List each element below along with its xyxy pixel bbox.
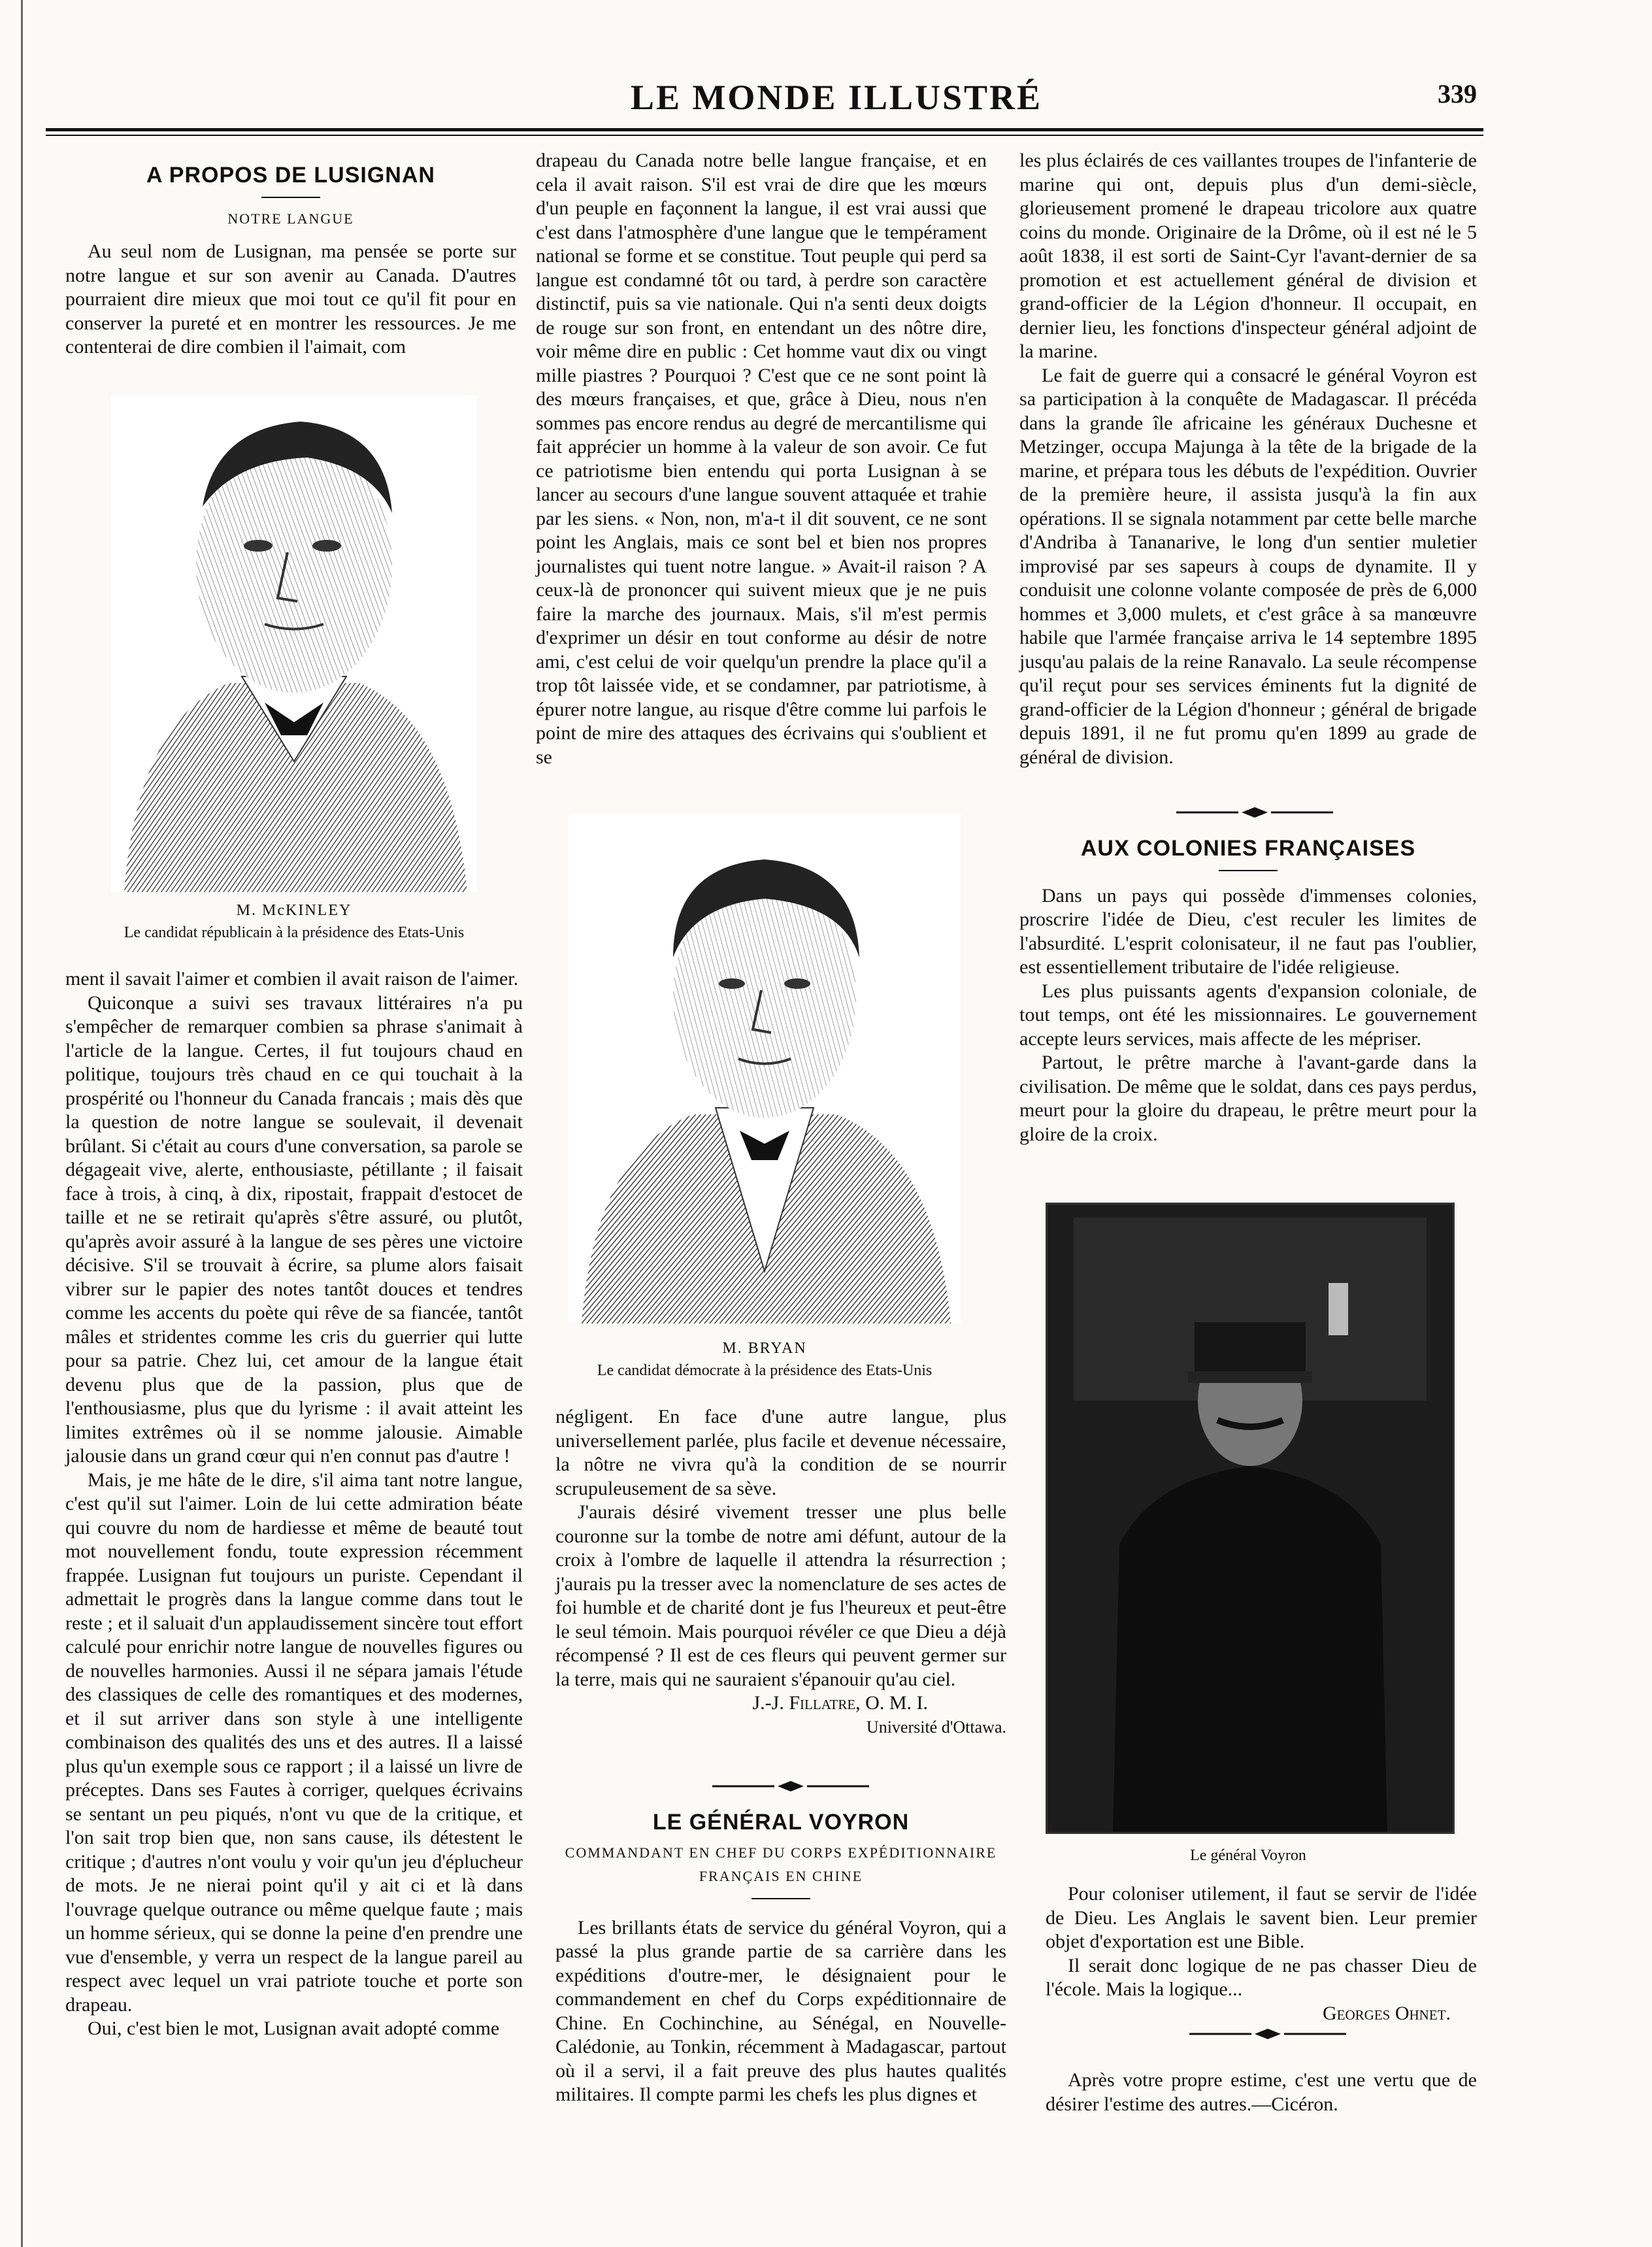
paragraph: Les brillants états de service du général Voyron, qui a passé la plus grande partie de sa carrière dans les expéditions d'outre-mer, le désignaient pour le commandement en chef du Corps expéditionnaire de Chine. En Cochinchine, au Sénégal, en Nouvelle-Calédonie, au Tonkin, récemment à Madagascar, partout où il a servi, il a fait preuve des plus hautes qualités militaires. Il compte parmi les chefs les plus dignes et (555, 1916, 1006, 2105)
paragraph: Au seul nom de Lusignan, ma pensée se porte sur notre langue et sur son avenir au Canada. D'autres pourraient dire mieux que moi tout ce qu'il fit pour en conserver la pureté et en montrer les ressources. Je me contenterai de dire combien il l'aimait, com (65, 241, 516, 358)
paragraph: drapeau du Canada notre belle langue française, et en cela il avait raison. S'il est vrai de dire que les mœurs d'un peuple en façonnent la langue, il est vrai aussi que c'est dans l'atmosphère d'une langue que le tempérament national se forme et se constitue. Tout peuple qui perd sa langue est condamné tôt ou tard, à perdre son caractère distinctif, puis sa vie nationale. Qui n'a senti deux doigts de rouge sur son front, en entendant un des nôtre dire, voir même dire en public : Cet homme vaut dix ou vingt mille piastres ? Pourquoi ? C'est que ce ne sont point là des mœurs françaises, et que, grâce à Dieu, nous n'en sommes pas encore rendus au degré de mercantilisme qui fait apprécier un homme à la valeur de son avoir. Ce fut ce patriotisme bien entendu qui porta Lusignan à se lancer au secours d'une langue souvent attaquée et trahie par les siens. « Non, non, m'a-t il dit souvent, ce ne sont point les Anglais, mais ce sont bel et bien nos propres journalistes qui tuent notre langue. » Avait-il raison ? A ceux-là de prononcer qui suivent mieux que je ne puis faire la marche des journaux. Mais, s'il m'est permis d'exprimer un désir en tout conforme au désir de notre ami, c'est celui de voir quelqu'un prendre la place qu'il a trop tôt laissée vide, et se condamner, par patriotisme, à épurer notre langue, au risque d'être comme lui parfois le point de mire des attaques des écrivains qui s'oublient et se (536, 150, 987, 768)
column-2-voyron (555, 1810, 1006, 2107)
article-title-lusignan: A PROPOS DE LUSIGNAN (146, 163, 435, 188)
article-title-voyron: LE GÉNÉRAL VOYRON (652, 1810, 910, 1835)
caption-voyron: Le général Voyron (1190, 1847, 1306, 1864)
photo-general-voyron (1046, 1203, 1455, 1834)
column-3-quote (1046, 2069, 1477, 2116)
section-ornament (1176, 806, 1333, 819)
column-3-colonies (1019, 837, 1477, 1146)
paragraph: Les plus puissants agents d'expansion coloniale, de tout temps, ont été les missionnaires. Le gouvernement accepte leurs services, mais affecte de les mépriser. (1019, 980, 1477, 1050)
paragraph: Pour coloniser utilement, il faut se servir de l'idée de Dieu. Les Anglais le savent bien. Leur premier objet d'exportation est une Bible. (1046, 1883, 1477, 1952)
article-subtitle: NOTRE LANGUE (227, 210, 354, 227)
column-3-bottom (1046, 1882, 1477, 2025)
page-number: 339 (1438, 79, 1477, 108)
paragraph: Oui, c'est bien le mot, Lusignan avait adopté comme (88, 2018, 500, 2039)
caption-mckinley: Le candidat républicain à la présidence des Etats-Unis (124, 924, 465, 941)
paragraph: Mais, je me hâte de le dire, s'il aima tant notre langue, c'est qu'il sut l'aimer. Loin de lui cette admiration béate qui couvre du nom de hardiesse et même de beauté tout mot nouvellement fondu, toute expression récemment frappée. Lusignan fut toujours un puriste. Cependant il admettait le progrès dans la langue comme dans tout le reste ; et il saluait d'un applaudissement sincère tout effort calculé pour enrichir notre langue de nouvelles figures ou de nouvelles harmonies. Aussi il ne sépara jamais l'étude des classiques de celle des romantiques et des modernes, et il sut arriver dans son style à une intelligente combinaison des qualités des uns et des autres. Il a laissé plus qu'un exemple sous ce rapport ; il a laissé un livre de préceptes. Dans ses Fautes à corriger, quelques écrivains se sentant un peu piqués, n'ont vu que de la critique, et l'on sait trop bien que, non sans cause, ils détestent le critique ; d'autres n'ont voulu y voir qu'un jeu d'éplucheur de mots. Je ne nierai point qu'il y ait ci et là dans l'ouvrage quelque outrance ou même quelque faute ; mais un homme sérieux, qui se donne la peine d'en prendre une vue d'ensemble, y verra un respect de la langue pareil au respect avec lequel un vrai patriote touche et porte son drapeau. (65, 1469, 523, 2016)
article-subtitle-voyron: COMMANDANT EN CHEF DU CORPS EXPÉDITIONNAIRE (565, 1844, 997, 1861)
paragraph: Il serait donc logique de ne pas chasser Dieu de l'école. Mais la logique... (1046, 1954, 1477, 2000)
paragraph: Quiconque a suivi ses travaux littéraires n'a pu s'empêcher de remarquer combien sa phrase s'animait à l'article de la langue. Certes, il fut toujours chaud en politique, toujours très chaud en ce qui touchait à la prospérité ou l'honneur du Canada francais ; mais dès que la question de notre langue se soulevait, il devenait brûlant. Si c'était au cours d'une conversation, sa parole se dégageait vive, alerte, enthousiaste, pétillante ; il faisait face à trois, à cinq, à dix, ripostait, frappait d'estocet de taille et ne se retirait qu'après s'être assuré, ou plutôt, qu'après avoir assuré à la langue de ses pères une victoire décisive. S'il se trouvait à écrire, sa plume alors faisait vibrer sur le papier des notes tantôt douces et tendres comme les accents du poète qui rêve de sa fiancée, tantôt mâles et stridentes comme les cris du guerrier qui lutte pour sa patrie. Chez lui, cet amour de la langue était devenu plus que de la passion, plus que de l'enthousiasme, plus que du lyrisme : il avait atteint les limites extrêmes où il se nomme jalousie. Aimable jalousie dans un grand cœur qui n'en connut pas d'autre ! (65, 991, 523, 1467)
title-rule (261, 197, 320, 198)
article-title-colonies: AUX COLONIES FRANÇAISES (1080, 836, 1416, 861)
signature-ohnet: Georges Ohnet. (1323, 2002, 1451, 2024)
masthead: LE MONDE ILLUSTRÉ (630, 78, 1043, 117)
article-subtitle-voyron-2: FRANÇAIS EN CHINE (699, 1868, 863, 1884)
quote-cicero: Après votre propre estime, c'est une vertu que de désirer l'estime des autres.—Cicéron. (1046, 2069, 1477, 2115)
header-rule (46, 128, 1483, 131)
paragraph: Le fait de guerre qui a consacré le général Voyron est sa participation à la conquête de Madagascar. Il précéda dans la grande île africaine les généraux Duchesne et Metzinger, occupa Majunga à la tête de la brigade de la marine, et prépara tous les débuts de l'expédition. Ouvrier de la première heure, il assista jusqu'à la fin aux opérations. Il se signala notamment par cette belle marche d'Andriba à Tananarive, le long d'un sentier muletier improvisé par ses sapeurs à coups de dynamite. Il y conduisit une colonne volante composée de près de 6,000 hommes et 3,000 mulets, et c'est grâce à sa manœuvre habile que l'armée française arriva le 14 septembre 1895 jusqu'au palais de la reine Ranavalo. La seule récompense qu'il reçut pour ses services éminents fut la dignité de grand-officier de la Légion d'honneur ; général de brigade depuis 1891, il ne fut promu qu'en 1899 au grade de général de division. (1019, 364, 1477, 768)
header-rule-thin (46, 135, 1483, 136)
column-2-top (536, 149, 987, 769)
caption-bryan: Le candidat démocrate à la présidence des Etats-Unis (597, 1362, 933, 1379)
signature-affiliation: Université d'Ottawa. (866, 1717, 1006, 1737)
portrait-mckinley (111, 395, 477, 892)
column-3-top (1019, 149, 1477, 769)
caption-name-bryan: M. BRYAN (722, 1340, 807, 1357)
paragraph: Dans un pays qui possède d'immenses colonies, proscrire l'idée de Dieu, c'est reculer les limites de l'absurdité. L'esprit colonisateur, il ne faut pas l'oublier, est essentiellement tributaire de l'idée religieuse. (1019, 884, 1477, 978)
title-rule (1219, 870, 1278, 871)
section-ornament (1189, 2027, 1346, 2040)
paragraph: J'aurais désiré vivement tresser une plus belle couronne sur la tombe de notre ami défunt, autour de la croix à l'ombre de laquelle il attendra la résurrection ; j'aurais pu la tresser avec la nomenclature de ses actes de foi humble et de charité dont je fus l'heureux et peut-être le seul témoin. Mais pourquoi révéler ce que Dieu a déjà récompensé ? Il est de ces fleurs qui peuvent germer sur la terre, mais qui ne sauraient s'épanouir qu'au ciel. (555, 1501, 1006, 1690)
portrait-bryan (569, 814, 961, 1323)
paragraph: négligent. En face d'une autre langue, plus universellement parlée, plus facile et devenue nécessaire, la nôtre ne vivra qu'à la condition de se nourrir scrupuleusement de sa sève. (555, 1406, 1006, 1499)
paragraph: Partout, le prêtre marche à l'avant-garde dans la civilisation. De même que le soldat, dans ces pays perdus, meurt pour la gloire du drapeau, le prêtre meurt pour la gloire de la croix. (1019, 1052, 1477, 1145)
binding-edge (21, 0, 23, 2247)
column-2-bottom (555, 1405, 1006, 1739)
column-1-bottom (65, 967, 523, 2041)
paragraph: les plus éclairés de ces vaillantes troupes de l'infanterie de marine qui ont, depuis plus d'un demi-siècle, glorieusement promené le drapeau tricolore aux quatre coins du monde. Originaire de la Drôme, où il est né le 5 août 1838, il est sorti de Saint-Cyr l'avant-dernier de sa promotion et est actuellement général de division et grand-officier de la Légion d'honneur. Il occupait, en dernier lieu, les fonctions d'inspecteur général adjoint de la marine. (1019, 150, 1477, 362)
paragraph: ment il savait l'aimer et combien il avait raison de l'aimer. (65, 968, 519, 990)
caption-name-mckinley: M. McKINLEY (236, 902, 352, 919)
column-1-top (65, 163, 516, 359)
title-rule (752, 1898, 810, 1899)
section-ornament (712, 1780, 869, 1793)
signature-fillatre: J.-J. Fillatre, O. M. I. (752, 1692, 928, 1714)
